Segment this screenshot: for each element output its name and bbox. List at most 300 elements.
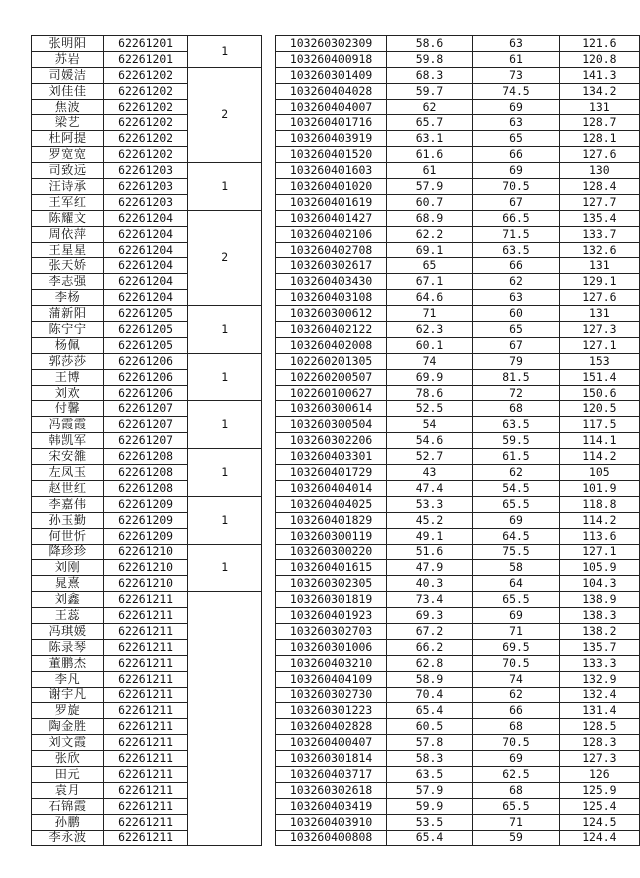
total-cell: 128.1 (559, 131, 639, 147)
table-row (32, 83, 640, 99)
score-b-cell: 70.5 (473, 655, 559, 671)
exam-id-cell: 103260404007 (276, 99, 386, 115)
table-row (32, 560, 640, 576)
code-cell: 62261211 (103, 655, 187, 671)
total-cell: 135.4 (559, 210, 639, 226)
exam-id-cell: 103260403430 (276, 274, 386, 290)
total-cell: 141.3 (559, 67, 639, 83)
code-cell: 62261201 (103, 36, 187, 52)
column-gap (262, 401, 276, 417)
column-gap (262, 449, 276, 465)
code-cell: 62261205 (103, 322, 187, 338)
column-gap (262, 496, 276, 512)
name-cell: 冯琪媛 (32, 623, 104, 639)
table-row (32, 194, 640, 210)
score-a-cell: 57.9 (386, 179, 472, 195)
total-cell: 124.4 (559, 830, 639, 846)
score-a-cell: 51.6 (386, 544, 472, 560)
name-cell: 田元 (32, 766, 104, 782)
total-cell: 124.5 (559, 814, 639, 830)
score-b-cell: 79 (473, 353, 559, 369)
table-row (32, 51, 640, 67)
column-gap (262, 814, 276, 830)
score-b-cell: 68 (473, 401, 559, 417)
table-row (32, 798, 640, 814)
column-gap (262, 179, 276, 195)
exam-id-cell: 103260402828 (276, 719, 386, 735)
column-gap (262, 830, 276, 846)
total-cell: 127.3 (559, 751, 639, 767)
total-cell: 105.9 (559, 560, 639, 576)
score-b-cell: 63.5 (473, 242, 559, 258)
name-cell: 冯霞霞 (32, 417, 104, 433)
name-cell: 刘刚 (32, 560, 104, 576)
score-a-cell: 45.2 (386, 512, 472, 528)
column-gap (262, 766, 276, 782)
exam-id-cell: 103260401729 (276, 465, 386, 481)
code-cell: 62261211 (103, 814, 187, 830)
code-cell: 62261211 (103, 687, 187, 703)
name-cell: 周依萍 (32, 226, 104, 242)
column-gap (262, 306, 276, 322)
table-row (32, 163, 640, 179)
table-row (32, 480, 640, 496)
score-a-cell: 65.4 (386, 703, 472, 719)
score-a-cell: 63.5 (386, 766, 472, 782)
total-cell: 131.4 (559, 703, 639, 719)
score-b-cell: 68 (473, 719, 559, 735)
score-b-cell: 62 (473, 465, 559, 481)
exam-id-cell: 103260403419 (276, 798, 386, 814)
score-a-cell: 62.2 (386, 226, 472, 242)
code-cell: 62261211 (103, 735, 187, 751)
table-row (32, 337, 640, 353)
score-a-cell: 53.5 (386, 814, 472, 830)
name-cell: 王军红 (32, 194, 104, 210)
table-row (32, 655, 640, 671)
code-cell: 62261211 (103, 830, 187, 846)
name-cell: 董鹏杰 (32, 655, 104, 671)
table-row (32, 814, 640, 830)
score-b-cell: 69 (473, 751, 559, 767)
code-cell: 62261202 (103, 131, 187, 147)
total-cell: 127.6 (559, 290, 639, 306)
score-b-cell: 71.5 (473, 226, 559, 242)
code-cell: 62261203 (103, 179, 187, 195)
table-row (32, 496, 640, 512)
exam-id-cell: 103260400407 (276, 735, 386, 751)
score-b-cell: 54.5 (473, 480, 559, 496)
name-cell: 梁艺 (32, 115, 104, 131)
code-cell: 62261205 (103, 306, 187, 322)
code-cell: 62261202 (103, 67, 187, 83)
score-a-cell: 61 (386, 163, 472, 179)
code-cell: 62261204 (103, 226, 187, 242)
column-gap (262, 131, 276, 147)
exam-id-cell: 103260301409 (276, 67, 386, 83)
code-cell: 62261209 (103, 496, 187, 512)
score-a-cell: 70.4 (386, 687, 472, 703)
exam-id-cell: 103260300614 (276, 401, 386, 417)
code-cell: 62261211 (103, 766, 187, 782)
score-a-cell: 52.7 (386, 449, 472, 465)
score-b-cell: 59 (473, 830, 559, 846)
column-gap (262, 465, 276, 481)
column-gap (262, 417, 276, 433)
exam-id-cell: 103260403301 (276, 449, 386, 465)
code-cell: 62261204 (103, 258, 187, 274)
code-cell: 62261202 (103, 83, 187, 99)
column-gap (262, 592, 276, 608)
score-a-cell: 74 (386, 353, 472, 369)
table-row (32, 385, 640, 401)
score-a-cell: 65 (386, 258, 472, 274)
total-cell: 134.2 (559, 83, 639, 99)
group-cell: 1 (188, 306, 262, 354)
score-a-cell: 62.8 (386, 655, 472, 671)
score-a-cell: 67.1 (386, 274, 472, 290)
column-gap (262, 544, 276, 560)
total-cell: 125.9 (559, 782, 639, 798)
score-b-cell: 62 (473, 687, 559, 703)
total-cell: 114.2 (559, 449, 639, 465)
score-b-cell: 58 (473, 560, 559, 576)
code-cell: 62261202 (103, 115, 187, 131)
total-cell: 118.8 (559, 496, 639, 512)
total-cell: 132.6 (559, 242, 639, 258)
score-b-cell: 69 (473, 99, 559, 115)
code-cell: 62261204 (103, 290, 187, 306)
name-cell: 韩凯军 (32, 433, 104, 449)
score-a-cell: 60.7 (386, 194, 472, 210)
column-gap (262, 242, 276, 258)
name-cell: 孙鹏 (32, 814, 104, 830)
name-cell: 刘欢 (32, 385, 104, 401)
score-b-cell: 65 (473, 131, 559, 147)
exam-id-cell: 103260402008 (276, 337, 386, 353)
score-table (31, 35, 640, 846)
table-row (32, 131, 640, 147)
code-cell: 62261204 (103, 274, 187, 290)
score-b-cell: 68 (473, 782, 559, 798)
column-gap (262, 83, 276, 99)
name-cell: 李永波 (32, 830, 104, 846)
score-b-cell: 69 (473, 163, 559, 179)
table-row (32, 290, 640, 306)
name-cell: 杜阿提 (32, 131, 104, 147)
score-a-cell: 64.6 (386, 290, 472, 306)
exam-id-cell: 103260302703 (276, 623, 386, 639)
table-row (32, 608, 640, 624)
score-b-cell: 66.5 (473, 210, 559, 226)
score-a-cell: 58.9 (386, 671, 472, 687)
score-b-cell: 62 (473, 274, 559, 290)
total-cell: 127.7 (559, 194, 639, 210)
total-cell: 120.8 (559, 51, 639, 67)
name-cell: 陈耀文 (32, 210, 104, 226)
score-b-cell: 65 (473, 322, 559, 338)
column-gap (262, 719, 276, 735)
column-gap (262, 322, 276, 338)
table-row (32, 353, 640, 369)
group-cell: 1 (188, 36, 262, 68)
table-row (32, 401, 640, 417)
table-row (32, 210, 640, 226)
total-cell: 128.7 (559, 115, 639, 131)
score-a-cell: 68.3 (386, 67, 472, 83)
code-cell: 62261202 (103, 99, 187, 115)
score-a-cell: 40.3 (386, 576, 472, 592)
exam-id-cell: 103260301223 (276, 703, 386, 719)
total-cell: 127.1 (559, 337, 639, 353)
table-row (32, 751, 640, 767)
score-a-cell: 57.8 (386, 735, 472, 751)
code-cell: 62261206 (103, 369, 187, 385)
code-cell: 62261211 (103, 703, 187, 719)
score-a-cell: 57.9 (386, 782, 472, 798)
group-cell: 1 (188, 353, 262, 401)
score-b-cell: 81.5 (473, 369, 559, 385)
score-a-cell: 60.1 (386, 337, 472, 353)
table-row (32, 687, 640, 703)
exam-id-cell: 103260302305 (276, 576, 386, 592)
group-cell: 1 (188, 544, 262, 592)
code-cell: 62261202 (103, 147, 187, 163)
name-cell: 李杨 (32, 290, 104, 306)
exam-id-cell: 103260301819 (276, 592, 386, 608)
exam-id-cell: 103260302618 (276, 782, 386, 798)
score-a-cell: 59.9 (386, 798, 472, 814)
score-a-cell: 59.8 (386, 51, 472, 67)
score-a-cell: 59.7 (386, 83, 472, 99)
total-cell: 121.6 (559, 36, 639, 52)
code-cell: 62261205 (103, 337, 187, 353)
score-b-cell: 74 (473, 671, 559, 687)
score-a-cell: 52.5 (386, 401, 472, 417)
column-gap (262, 655, 276, 671)
name-cell: 陈宁宁 (32, 322, 104, 338)
name-cell: 李志强 (32, 274, 104, 290)
exam-id-cell: 103260300504 (276, 417, 386, 433)
column-gap (262, 512, 276, 528)
score-a-cell: 65.7 (386, 115, 472, 131)
score-a-cell: 61.6 (386, 147, 472, 163)
table-row (32, 369, 640, 385)
score-a-cell: 62 (386, 99, 472, 115)
column-gap (262, 751, 276, 767)
name-cell: 陈录琴 (32, 639, 104, 655)
exam-id-cell: 103260401615 (276, 560, 386, 576)
table-row (32, 512, 640, 528)
score-a-cell: 69.3 (386, 608, 472, 624)
group-cell: 2 (188, 210, 262, 305)
total-cell: 133.3 (559, 655, 639, 671)
exam-id-cell: 102260100627 (276, 385, 386, 401)
code-cell: 62261204 (103, 242, 187, 258)
name-cell: 王博 (32, 369, 104, 385)
score-b-cell: 73 (473, 67, 559, 83)
code-cell: 62261207 (103, 401, 187, 417)
exam-id-cell: 103260401427 (276, 210, 386, 226)
column-gap (262, 210, 276, 226)
column-gap (262, 385, 276, 401)
total-cell: 114.1 (559, 433, 639, 449)
column-gap (262, 353, 276, 369)
code-cell: 62261208 (103, 449, 187, 465)
table-row (32, 544, 640, 560)
code-cell: 62261203 (103, 163, 187, 179)
score-a-cell: 47.4 (386, 480, 472, 496)
score-a-cell: 58.3 (386, 751, 472, 767)
code-cell: 62261208 (103, 480, 187, 496)
group-cell: 1 (188, 401, 262, 449)
total-cell: 138.2 (559, 623, 639, 639)
total-cell: 117.5 (559, 417, 639, 433)
table-row (32, 782, 640, 798)
table-row (32, 623, 640, 639)
group-cell: 1 (188, 496, 262, 544)
score-b-cell: 69.5 (473, 639, 559, 655)
name-cell: 宋安雒 (32, 449, 104, 465)
name-cell: 刘佳佳 (32, 83, 104, 99)
table-row (32, 179, 640, 195)
score-a-cell: 58.6 (386, 36, 472, 52)
exam-id-cell: 103260302309 (276, 36, 386, 52)
name-cell: 降珍珍 (32, 544, 104, 560)
name-cell: 付馨 (32, 401, 104, 417)
column-gap (262, 147, 276, 163)
name-cell: 焦波 (32, 99, 104, 115)
score-a-cell: 68.9 (386, 210, 472, 226)
column-gap (262, 194, 276, 210)
exam-id-cell: 102260201305 (276, 353, 386, 369)
score-b-cell: 66 (473, 258, 559, 274)
code-cell: 62261206 (103, 353, 187, 369)
score-b-cell: 60 (473, 306, 559, 322)
code-cell: 62261207 (103, 433, 187, 449)
score-a-cell: 53.3 (386, 496, 472, 512)
exam-id-cell: 103260403210 (276, 655, 386, 671)
column-gap (262, 576, 276, 592)
total-cell: 105 (559, 465, 639, 481)
score-a-cell: 66.2 (386, 639, 472, 655)
table-row (32, 433, 640, 449)
name-cell: 刘鑫 (32, 592, 104, 608)
table-row (32, 735, 640, 751)
table-row (32, 274, 640, 290)
exam-id-cell: 103260401603 (276, 163, 386, 179)
score-b-cell: 67 (473, 337, 559, 353)
score-b-cell: 63.5 (473, 417, 559, 433)
total-cell: 128.3 (559, 735, 639, 751)
group-cell: 1 (188, 449, 262, 497)
name-cell: 王蕊 (32, 608, 104, 624)
score-a-cell: 63.1 (386, 131, 472, 147)
name-cell: 苏岩 (32, 51, 104, 67)
name-cell: 杨佩 (32, 337, 104, 353)
exam-id-cell: 103260403717 (276, 766, 386, 782)
exam-id-cell: 103260401520 (276, 147, 386, 163)
column-gap (262, 480, 276, 496)
code-cell: 62261210 (103, 576, 187, 592)
code-cell: 62261203 (103, 194, 187, 210)
column-gap (262, 258, 276, 274)
exam-id-cell: 103260402122 (276, 322, 386, 338)
exam-id-cell: 103260401020 (276, 179, 386, 195)
table-row (32, 226, 640, 242)
total-cell: 129.1 (559, 274, 639, 290)
score-b-cell: 72 (473, 385, 559, 401)
exam-id-cell: 103260301006 (276, 639, 386, 655)
exam-id-cell: 103260400918 (276, 51, 386, 67)
exam-id-cell: 102260200507 (276, 369, 386, 385)
name-cell: 陶金胜 (32, 719, 104, 735)
score-b-cell: 59.5 (473, 433, 559, 449)
total-cell: 133.7 (559, 226, 639, 242)
exam-id-cell: 103260403919 (276, 131, 386, 147)
column-gap (262, 67, 276, 83)
total-cell: 131 (559, 99, 639, 115)
score-b-cell: 75.5 (473, 544, 559, 560)
code-cell: 62261211 (103, 608, 187, 624)
exam-id-cell: 103260401829 (276, 512, 386, 528)
total-cell: 131 (559, 306, 639, 322)
exam-id-cell: 103260403108 (276, 290, 386, 306)
total-cell: 153 (559, 353, 639, 369)
total-cell: 130 (559, 163, 639, 179)
score-b-cell: 70.5 (473, 179, 559, 195)
code-cell: 62261210 (103, 560, 187, 576)
exam-id-cell: 103260401716 (276, 115, 386, 131)
name-cell: 张明阳 (32, 36, 104, 52)
exam-id-cell: 103260300119 (276, 528, 386, 544)
column-gap (262, 115, 276, 131)
exam-id-cell: 103260300220 (276, 544, 386, 560)
table-row (32, 639, 640, 655)
table-row (32, 147, 640, 163)
column-gap (262, 433, 276, 449)
name-cell: 张天娇 (32, 258, 104, 274)
exam-id-cell: 103260401619 (276, 194, 386, 210)
score-b-cell: 71 (473, 814, 559, 830)
code-cell: 62261211 (103, 623, 187, 639)
score-b-cell: 65.5 (473, 592, 559, 608)
name-cell: 罗宽宽 (32, 147, 104, 163)
score-b-cell: 63 (473, 115, 559, 131)
name-cell: 孙玉勤 (32, 512, 104, 528)
code-cell: 62261211 (103, 592, 187, 608)
total-cell: 127.6 (559, 147, 639, 163)
total-cell: 113.6 (559, 528, 639, 544)
total-cell: 128.4 (559, 179, 639, 195)
column-gap (262, 226, 276, 242)
score-a-cell: 43 (386, 465, 472, 481)
name-cell: 谢宇凡 (32, 687, 104, 703)
table-row (32, 258, 640, 274)
score-b-cell: 65.5 (473, 496, 559, 512)
column-gap (262, 163, 276, 179)
column-gap (262, 798, 276, 814)
column-gap (262, 703, 276, 719)
code-cell: 62261209 (103, 512, 187, 528)
name-cell: 李凡 (32, 671, 104, 687)
exam-id-cell: 103260302617 (276, 258, 386, 274)
score-b-cell: 69 (473, 608, 559, 624)
column-gap (262, 51, 276, 67)
code-cell: 62261211 (103, 639, 187, 655)
code-cell: 62261206 (103, 385, 187, 401)
score-b-cell: 61.5 (473, 449, 559, 465)
